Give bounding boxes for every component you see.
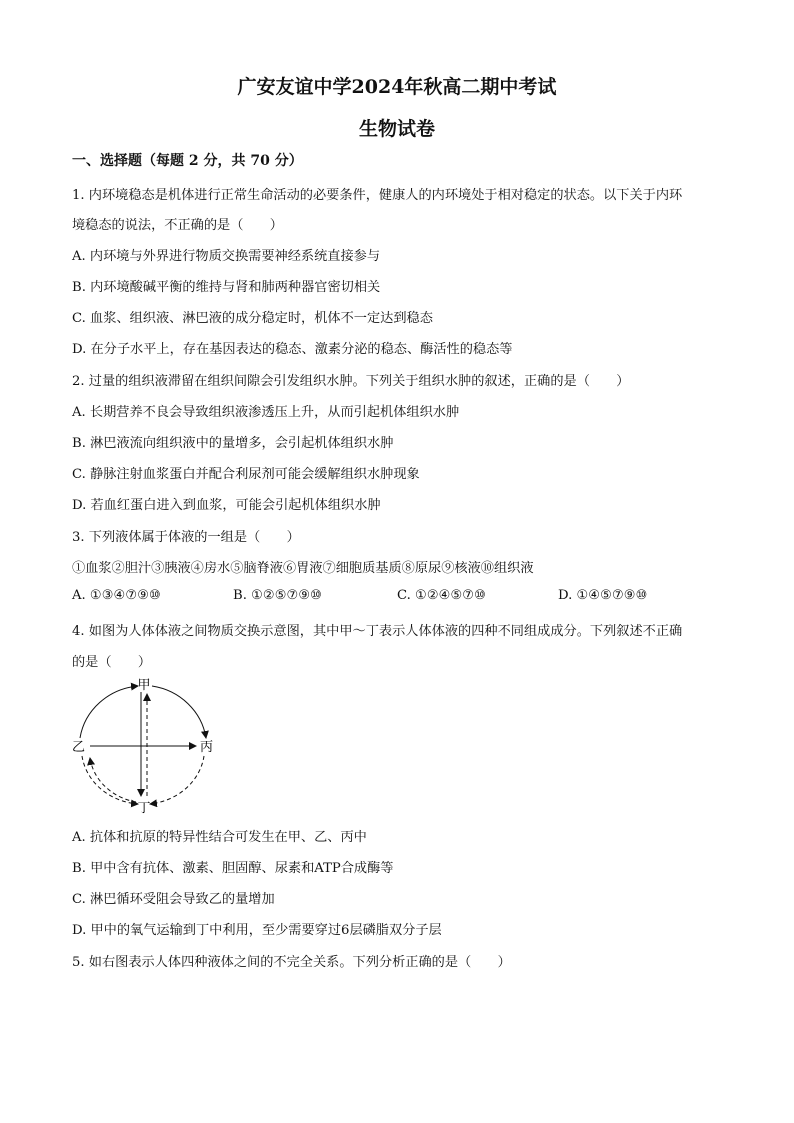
- exam-title: 广安友谊中学2024年秋高二期中考试: [237, 76, 557, 98]
- arc-bottom-to-left: [90, 758, 136, 802]
- label-bottom: 丁: [137, 801, 151, 814]
- arc-right-to-bottom: [150, 756, 204, 804]
- q5-stem: 5. 如右图表示人体四种液体之间的不完全关系。下列分析正确的是（ ）: [72, 955, 511, 970]
- q1-option-c: C. 血浆、组织液、淋巴液的成分稳定时，机体不一定达到稳态: [72, 311, 433, 326]
- q3-option-c: C. ①②④⑤⑦⑩: [397, 588, 486, 603]
- q4-option-b: B. 甲中含有抗体、激素、胆固醇、尿素和ATP合成酶等: [72, 861, 394, 876]
- q4-option-a: A. 抗体和抗原的特异性结合可发生在甲、乙、丙中: [72, 830, 367, 845]
- q2-option-b: B. 淋巴液流向组织液中的量增多，会引起机体组织水肿: [72, 436, 394, 451]
- q2-option-c: C. 静脉注射血浆蛋白并配合利尿剂可能会缓解组织水肿现象: [72, 467, 420, 482]
- label-right: 丙: [200, 740, 214, 755]
- q1-option-b: B. 内环境酸碱平衡的维持与肾和肺两种器官密切相关: [72, 280, 381, 295]
- q3-option-a: A. ①③④⑦⑨⑩: [72, 588, 161, 603]
- section-heading: 一、选择题（每题 2 分，共 70 分）: [72, 153, 303, 169]
- q3-items: ①血浆②胆汁③胰液④房水⑤脑脊液⑥胃液⑦细胞质基质⑧原尿⑨核液⑩组织液: [72, 561, 534, 576]
- exam-subtitle: 生物试卷: [358, 118, 435, 140]
- q4-stem-line2: 的是（ ）: [72, 655, 152, 670]
- arc-left-to-bottom: [82, 756, 138, 804]
- body-fluid-exchange-diagram: [70, 678, 220, 814]
- q1-option-d: D. 在分子水平上，存在基因表达的稳态、激素分泌的稳态、酶活性的稳态等: [72, 342, 513, 357]
- label-top: 甲: [137, 678, 151, 693]
- q1-option-a: A. 内环境与外界进行物质交换需要神经系统直接参与: [72, 249, 381, 264]
- label-left: 乙: [72, 740, 86, 755]
- arc-left-to-top: [80, 686, 138, 738]
- q3-option-b: B. ①②⑤⑦⑨⑩: [233, 588, 323, 603]
- q4-stem-line1: 4. 如图为人体体液之间物质交换示意图，其中甲～丁表示人体体液的四种不同组成成分。下列叙述不正确: [72, 624, 683, 639]
- q3-stem: 3. 下列液体属于体液的一组是（ ）: [72, 530, 300, 545]
- q1-stem-line2: 境稳态的说法，不正确的是（ ）: [72, 218, 283, 233]
- q3-option-d: D. ①④⑤⑦⑨⑩: [558, 588, 648, 603]
- q2-option-d: D. 若血红蛋白进入到血浆，可能会引起机体组织水肿: [72, 498, 381, 513]
- q4-option-d: D. 甲中的氧气运输到丁中利用，至少需要穿过6层磷脂双分子层: [72, 923, 442, 938]
- q2-option-a: A. 长期营养不良会导致组织液渗透压上升，从而引起机体组织水肿: [72, 405, 460, 420]
- q1-stem-line1: 1. 内环境稳态是机体进行正常生命活动的必要条件，健康人的内环境处于相对稳定的状态。以下关于内环: [72, 188, 683, 203]
- arc-top-to-right: [152, 686, 206, 738]
- q2-stem: 2. 过量的组织液滞留在组织间隙会引发组织水肿。下列关于组织水肿的叙述，正确的是（ ）: [72, 374, 630, 389]
- q4-option-c: C. 淋巴循环受阻会导致乙的量增加: [72, 892, 275, 907]
